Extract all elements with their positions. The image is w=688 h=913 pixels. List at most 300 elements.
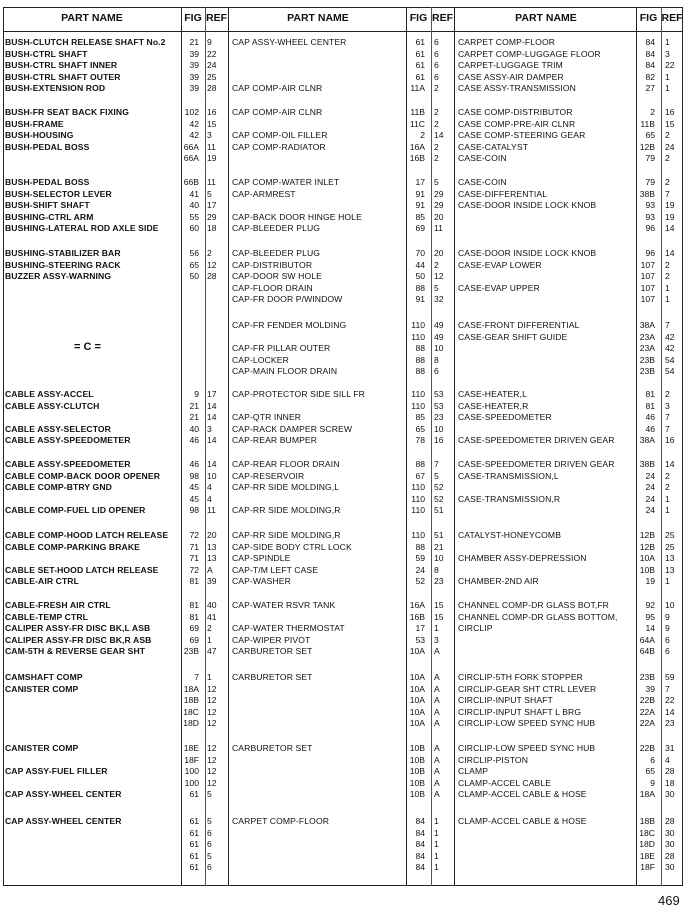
fig-number: 107 xyxy=(640,294,655,304)
fig-number: 81 xyxy=(645,400,655,411)
fig-number: 10A xyxy=(639,553,655,563)
header-fig: FIG xyxy=(639,12,658,24)
ref-number: 24 xyxy=(665,141,675,152)
fig-number: 12B xyxy=(639,530,655,540)
ref-number: 6 xyxy=(207,862,212,872)
fig-number: 10A xyxy=(409,672,425,682)
part-name: CAP-WIPER PIVOT xyxy=(232,634,311,645)
fig-number: 91 xyxy=(415,188,425,199)
ref-number: 1 xyxy=(434,827,439,838)
ref-number: 3 xyxy=(207,130,212,140)
ref-number: 13 xyxy=(665,553,675,563)
fig-number: 59 xyxy=(415,553,425,563)
fig-number: 24 xyxy=(645,470,655,481)
fig-number: 55 xyxy=(189,211,199,222)
fig-number: 79 xyxy=(645,153,655,163)
fig-number: 92 xyxy=(645,600,655,610)
fig-number: 46 xyxy=(189,435,199,445)
ref-number: 1 xyxy=(665,83,670,93)
part-name: CANISTER COMP xyxy=(5,743,79,753)
fig-number: 11C xyxy=(409,118,425,129)
ref-number: 2 xyxy=(207,248,212,258)
fig-number: 18E xyxy=(639,850,655,861)
fig-number: 18A xyxy=(183,683,199,694)
ref-number: 14 xyxy=(207,412,217,422)
part-name: CASE ASSY-TRANSMISSION xyxy=(458,83,576,93)
fig-number: 10A xyxy=(409,718,425,728)
part-name: CAP-REAR FLOOR DRAIN xyxy=(232,459,340,469)
fig-number: 40 xyxy=(189,423,199,434)
ref-number: 6 xyxy=(665,646,670,656)
part-name: CABLE COMP-PARKING BRAKE xyxy=(5,541,140,552)
part-name: CABLE ASSY-SPEEDOMETER xyxy=(5,459,131,469)
ref-number: 2 xyxy=(434,118,439,129)
fig-number: 11A xyxy=(410,83,425,93)
fig-number: 96 xyxy=(645,223,655,233)
ref-number: 49 xyxy=(434,331,444,342)
part-name: CIRCLIP-LOW SPEED SYNC HUB xyxy=(458,718,596,728)
fig-number: 66A xyxy=(183,153,199,163)
fig-number: 24 xyxy=(645,493,655,504)
fig-number: 40 xyxy=(189,200,199,210)
part-name: CASE-EVAP LOWER xyxy=(458,259,542,270)
fig-number: 61 xyxy=(415,71,425,82)
fig-number: 16B xyxy=(409,153,425,163)
ref-number: 30 xyxy=(665,862,675,872)
header-part-name: PART NAME xyxy=(287,12,349,24)
fig-number: 46 xyxy=(189,459,199,469)
part-name: CAP-WASHER xyxy=(232,576,291,586)
ref-number: 14 xyxy=(207,435,217,445)
ref-number: 6 xyxy=(207,839,212,849)
ref-number: 12 xyxy=(207,695,217,705)
fig-number: 88 xyxy=(415,541,425,552)
ref-number: 2 xyxy=(665,177,670,187)
part-name: CAP-RACK DAMPER SCREW xyxy=(232,423,353,434)
ref-number: 1 xyxy=(665,493,670,504)
part-name: CAP-T/M LEFT CASE xyxy=(232,564,319,575)
part-name: CAP-BACK DOOR HINGE HOLE xyxy=(232,211,362,222)
ref-number: 5 xyxy=(434,282,439,293)
ref-number: 4 xyxy=(665,754,670,765)
ref-number: 3 xyxy=(665,48,670,59)
ref-number: 42 xyxy=(665,331,675,342)
ref-number: 18 xyxy=(665,777,675,788)
fig-number: 24 xyxy=(645,482,655,492)
part-name: CARPET-LUGGAGE TRIM xyxy=(458,60,563,70)
ref-number: 12 xyxy=(207,259,217,270)
part-name: CAP-PROTECTOR SIDE SILL FR xyxy=(232,389,365,399)
ref-number: 23 xyxy=(665,718,675,728)
ref-number: 16 xyxy=(434,435,444,445)
part-name: CABLE COMP-FUEL LID OPENER xyxy=(5,505,146,515)
ref-number: 1 xyxy=(434,816,439,826)
part-name: CASE-FRONT DIFFERENTIAL xyxy=(458,320,580,330)
fig-number: 102 xyxy=(184,107,199,117)
ref-number: 19 xyxy=(665,200,675,210)
ref-number: 16 xyxy=(207,107,217,117)
part-name: CASE ASSY-AIR DAMPER xyxy=(458,71,564,82)
part-name: CAP COMP-WATER INLET xyxy=(232,177,340,187)
ref-number: 39 xyxy=(207,576,217,586)
fig-number: 78 xyxy=(415,435,425,445)
ref-number: 5 xyxy=(434,177,439,187)
ref-number: 5 xyxy=(207,188,212,199)
column-rule xyxy=(406,7,407,886)
fig-number: 61 xyxy=(189,816,199,826)
header-ref: REF xyxy=(206,12,227,24)
fig-number: 9 xyxy=(194,389,199,399)
fig-number: 84 xyxy=(645,60,655,70)
part-name: CAP ASSY-WHEEL CENTER xyxy=(5,789,122,799)
part-name: CASE-TRANSMISSION,L xyxy=(458,470,559,481)
part-name: BUSH-PEDAL BOSS xyxy=(5,177,90,187)
ref-number: A xyxy=(434,754,440,765)
part-name: CIRCLIP-LOW SPEED SYNC HUB xyxy=(458,743,596,753)
part-name: CAP-RR SIDE MOLDING,R xyxy=(232,505,341,515)
fig-number: 61 xyxy=(189,862,199,872)
part-name: CASE COMP-PRE-AIR CLNR xyxy=(458,118,576,129)
fig-number: 17 xyxy=(415,623,425,633)
ref-number: 53 xyxy=(434,389,444,399)
fig-number: 79 xyxy=(645,177,655,187)
part-name: CASE-SPEEDOMETER DRIVEN GEAR xyxy=(458,435,615,445)
ref-number: 28 xyxy=(665,850,675,861)
ref-number: 7 xyxy=(434,459,439,469)
fig-number: 12B xyxy=(639,141,655,152)
ref-number: 10 xyxy=(434,553,444,563)
ref-number: 1 xyxy=(665,576,670,586)
fig-number: 18F xyxy=(184,754,199,765)
fig-number: 39 xyxy=(189,71,199,82)
ref-number: 2 xyxy=(665,482,670,492)
part-name: BUSHING-CTRL ARM xyxy=(5,211,94,222)
ref-number: 2 xyxy=(434,83,439,93)
fig-number: 18B xyxy=(639,816,655,826)
ref-number: 2 xyxy=(434,259,439,270)
fig-number: 38B xyxy=(639,188,655,199)
ref-number: 14 xyxy=(665,223,675,233)
ref-number: 18 xyxy=(207,223,217,233)
fig-number: 88 xyxy=(415,282,425,293)
fig-number: 10B xyxy=(409,789,425,799)
fig-number: 18C xyxy=(639,827,655,838)
ref-number: 29 xyxy=(434,188,444,199)
ref-number: 32 xyxy=(434,294,444,304)
part-name: CABLE-FRESH AIR CTRL xyxy=(5,600,111,610)
fig-number: 60 xyxy=(189,223,199,233)
ref-number: 9 xyxy=(665,623,670,633)
ref-number: 7 xyxy=(665,412,670,422)
part-name: CARBURETOR SET xyxy=(232,743,313,753)
fig-number: 84 xyxy=(415,816,425,826)
part-name: BUSHING-STABILIZER BAR xyxy=(5,248,121,258)
fig-number: 61 xyxy=(189,850,199,861)
fig-number: 84 xyxy=(645,48,655,59)
header-fig: FIG xyxy=(184,12,202,24)
fig-number: 9 xyxy=(650,777,655,788)
fig-number: 22B xyxy=(639,695,655,705)
ref-number: 17 xyxy=(207,389,217,399)
page-number: 469 xyxy=(658,893,680,908)
ref-number: 14 xyxy=(207,459,217,469)
fig-number: 82 xyxy=(645,71,655,82)
part-name: CAP-FLOOR DRAIN xyxy=(232,282,313,293)
ref-number: 12 xyxy=(207,743,217,753)
ref-number: 14 xyxy=(665,706,675,717)
part-name: BUSH-FR SEAT BACK FIXING xyxy=(5,107,129,117)
ref-number: 3 xyxy=(434,634,439,645)
ref-number: 8 xyxy=(434,354,439,365)
fig-number: 24 xyxy=(645,505,655,515)
part-name: CARPET COMP-FLOOR xyxy=(458,37,556,47)
fig-number: 61 xyxy=(415,48,425,59)
ref-number: 1 xyxy=(434,850,439,861)
fig-number: 10B xyxy=(409,743,425,753)
ref-number: 53 xyxy=(434,400,444,411)
ref-number: 10 xyxy=(207,470,217,481)
ref-number: A xyxy=(434,706,440,717)
fig-number: 56 xyxy=(189,248,199,258)
ref-number: 11 xyxy=(207,505,216,515)
ref-number: 5 xyxy=(434,470,439,481)
ref-number: 59 xyxy=(665,672,675,682)
ref-number: 25 xyxy=(665,530,675,540)
ref-number: 2 xyxy=(434,141,439,152)
fig-number: 39 xyxy=(189,60,199,70)
ref-number: 52 xyxy=(434,493,444,504)
fig-number: 18F xyxy=(640,862,655,872)
fig-number: 85 xyxy=(415,211,425,222)
fig-number: 23B xyxy=(639,354,655,365)
fig-number: 38A xyxy=(639,435,655,445)
ref-number: 29 xyxy=(207,211,217,222)
header-part-name: PART NAME xyxy=(61,12,123,24)
ref-number: 42 xyxy=(665,343,675,353)
part-name: CASE COMP-STEERING GEAR xyxy=(458,130,586,140)
ref-number: 31 xyxy=(665,743,675,753)
part-name: BUSH-CTRL SHAFT xyxy=(5,48,88,59)
fig-number: 18A xyxy=(639,789,655,799)
fig-number: 23B xyxy=(639,366,655,376)
fig-number: 21 xyxy=(189,37,199,47)
part-name: CABLE COMP-BTRY GND xyxy=(5,482,112,492)
ref-number: 5 xyxy=(207,850,212,861)
fig-number: 53 xyxy=(415,634,425,645)
part-name: CAP COMP-RADIATOR xyxy=(232,141,326,152)
part-name: CAP COMP-AIR CLNR xyxy=(232,107,323,117)
header-ref: REF xyxy=(661,12,683,24)
fig-number: 46 xyxy=(645,412,655,422)
ref-number: 24 xyxy=(207,60,217,70)
fig-number: 61 xyxy=(189,789,199,799)
ref-number: 41 xyxy=(207,611,217,622)
fig-number: 91 xyxy=(415,200,425,210)
fig-number: 17 xyxy=(415,177,425,187)
part-name: CASE-DOOR INSIDE LOCK KNOB xyxy=(458,200,597,210)
fig-number: 70 xyxy=(415,248,425,258)
fig-number: 93 xyxy=(645,200,655,210)
fig-number: 41 xyxy=(189,188,199,199)
fig-number: 84 xyxy=(415,850,425,861)
ref-number: 1 xyxy=(665,294,670,304)
part-name: CAP-ARMREST xyxy=(232,188,296,199)
ref-number: 15 xyxy=(665,118,675,129)
part-name: CARBURETOR SET xyxy=(232,672,313,682)
fig-number: 46 xyxy=(645,423,655,434)
ref-number: 20 xyxy=(434,248,444,258)
ref-number: 25 xyxy=(207,71,217,82)
fig-number: 16A xyxy=(409,600,425,610)
fig-number: 81 xyxy=(189,611,199,622)
part-name: CAP-WATER THERMOSTAT xyxy=(232,623,345,633)
part-name: CABLE ASSY-CLUTCH xyxy=(5,400,100,411)
part-name: CAP-DISTRIBUTOR xyxy=(232,259,313,270)
ref-number: 6 xyxy=(434,71,439,82)
fig-number: 18E xyxy=(183,743,199,753)
part-name: CABLE ASSY-SELECTOR xyxy=(5,423,111,434)
ref-number: A xyxy=(434,789,440,799)
fig-number: 66A xyxy=(183,141,199,152)
fig-number: 24 xyxy=(415,564,425,575)
fig-number: 61 xyxy=(189,827,199,838)
ref-number: 51 xyxy=(434,530,444,540)
part-name: CARPET COMP-LUGGAGE FLOOR xyxy=(458,48,601,59)
part-name: CABLE SET-HOOD LATCH RELEASE xyxy=(5,564,159,575)
fig-number: 107 xyxy=(640,259,655,270)
ref-number: 19 xyxy=(665,211,675,222)
part-name: CHAMBER-2ND AIR xyxy=(458,576,539,586)
part-name: CAP-RR SIDE MOLDING,R xyxy=(232,530,341,540)
part-name: CHANNEL COMP-DR GLASS BOT,FR xyxy=(458,600,609,610)
fig-number: 71 xyxy=(189,553,199,563)
ref-number: 6 xyxy=(434,48,439,59)
ref-number: 12 xyxy=(207,718,217,728)
part-name: CIRCLIP-INPUT SHAFT xyxy=(458,695,553,705)
part-name: CAP-FR FENDER MOLDING xyxy=(232,320,347,330)
fig-number: 69 xyxy=(415,223,425,233)
ref-number: 15 xyxy=(207,118,217,129)
header-fig: FIG xyxy=(409,12,428,24)
ref-number: 9 xyxy=(207,37,212,47)
ref-number: 13 xyxy=(207,553,217,563)
ref-number: 28 xyxy=(665,816,675,826)
ref-number: 23 xyxy=(434,412,444,422)
column-rule xyxy=(454,7,455,886)
ref-number: 22 xyxy=(207,48,217,59)
fig-number: 110 xyxy=(411,331,425,342)
part-name: CARPET COMP-FLOOR xyxy=(232,816,330,826)
fig-number: 65 xyxy=(645,130,655,140)
fig-number: 110 xyxy=(411,482,425,492)
ref-number: 1 xyxy=(434,839,439,849)
fig-number: 66B xyxy=(183,177,199,187)
section-marker: = C = xyxy=(74,341,101,353)
ref-number: 14 xyxy=(207,400,217,411)
ref-number: 2 xyxy=(434,107,439,117)
fig-number: 23A xyxy=(639,331,655,342)
part-name: CABLE COMP-BACK DOOR OPENER xyxy=(5,470,161,481)
fig-number: 44 xyxy=(415,259,425,270)
part-name: BUSH-CTRL SHAFT INNER xyxy=(5,60,118,70)
part-name: BUSH-SELECTOR LEVER xyxy=(5,188,112,199)
part-name: CAP-SPINDLE xyxy=(232,553,291,563)
ref-number: 7 xyxy=(665,188,670,199)
fig-number: 110 xyxy=(411,320,425,330)
part-name: CLAMP-ACCEL CABLE & HOSE xyxy=(458,789,587,799)
ref-number: A xyxy=(434,743,440,753)
fig-number: 69 xyxy=(189,623,199,633)
fig-number: 18D xyxy=(183,718,199,728)
ref-number: 23 xyxy=(434,576,444,586)
ref-number: 10 xyxy=(434,343,444,353)
ref-number: 11 xyxy=(434,223,443,233)
part-name: CASE COMP-DISTRIBUTOR xyxy=(458,107,573,117)
ref-number: 12 xyxy=(207,766,217,776)
ref-number: 12 xyxy=(207,706,217,717)
part-name: CAP-BLEEDER PLUG xyxy=(232,248,321,258)
ref-number: 5 xyxy=(207,789,212,799)
fig-number: 61 xyxy=(415,37,425,47)
ref-number: 13 xyxy=(665,564,675,575)
ref-number: A xyxy=(434,766,440,776)
part-name: CLAMP xyxy=(458,766,489,776)
ref-number: 22 xyxy=(665,60,675,70)
part-name: CASE-COIN xyxy=(458,153,507,163)
part-name: CLAMP-ACCEL CABLE xyxy=(458,777,552,788)
ref-number: A xyxy=(434,777,440,788)
ref-number: 7 xyxy=(665,683,670,694)
column-rule xyxy=(205,7,206,886)
part-name: CANISTER COMP xyxy=(5,683,79,694)
fig-number: 85 xyxy=(415,412,425,422)
ref-number: 5 xyxy=(207,816,212,826)
part-name: CASE-COIN xyxy=(458,177,507,187)
ref-number: 11 xyxy=(207,141,216,152)
fig-number: 88 xyxy=(415,354,425,365)
part-name: CAP-DOOR SW HOLE xyxy=(232,271,322,281)
ref-number: 30 xyxy=(665,839,675,849)
ref-number: 2 xyxy=(665,389,670,399)
fig-number: 69 xyxy=(189,634,199,645)
ref-number: 20 xyxy=(434,211,444,222)
fig-number: 107 xyxy=(640,282,655,293)
fig-number: 10B xyxy=(409,754,425,765)
ref-number: 16 xyxy=(665,107,675,117)
part-name: CATALYST-HONEYCOMB xyxy=(458,530,562,540)
ref-number: 30 xyxy=(665,827,675,838)
column-rule xyxy=(228,7,229,886)
part-name: CASE-TRANSMISSION,R xyxy=(458,493,561,504)
part-name: CAP-BLEEDER PLUG xyxy=(232,223,321,233)
fig-number: 100 xyxy=(184,766,199,776)
part-name: CASE-DOOR INSIDE LOCK KNOB xyxy=(458,248,597,258)
fig-number: 81 xyxy=(189,576,199,586)
ref-number: 6 xyxy=(665,634,670,645)
ref-number: 52 xyxy=(434,482,444,492)
ref-number: 1 xyxy=(665,505,670,515)
ref-number: 2 xyxy=(665,153,670,163)
fig-number: 52 xyxy=(415,576,425,586)
ref-number: 22 xyxy=(665,695,675,705)
part-name: CHANNEL COMP-DR GLASS BOTTOM, xyxy=(458,611,618,622)
part-name: CAP ASSY-WHEEL CENTER xyxy=(5,816,122,826)
ref-number: 7 xyxy=(665,423,670,434)
fig-number: 10B xyxy=(409,777,425,788)
fig-number: 23B xyxy=(639,672,655,682)
part-name: CAM-5TH & REVERSE GEAR SHT xyxy=(5,646,146,656)
ref-number: 4 xyxy=(207,493,212,504)
